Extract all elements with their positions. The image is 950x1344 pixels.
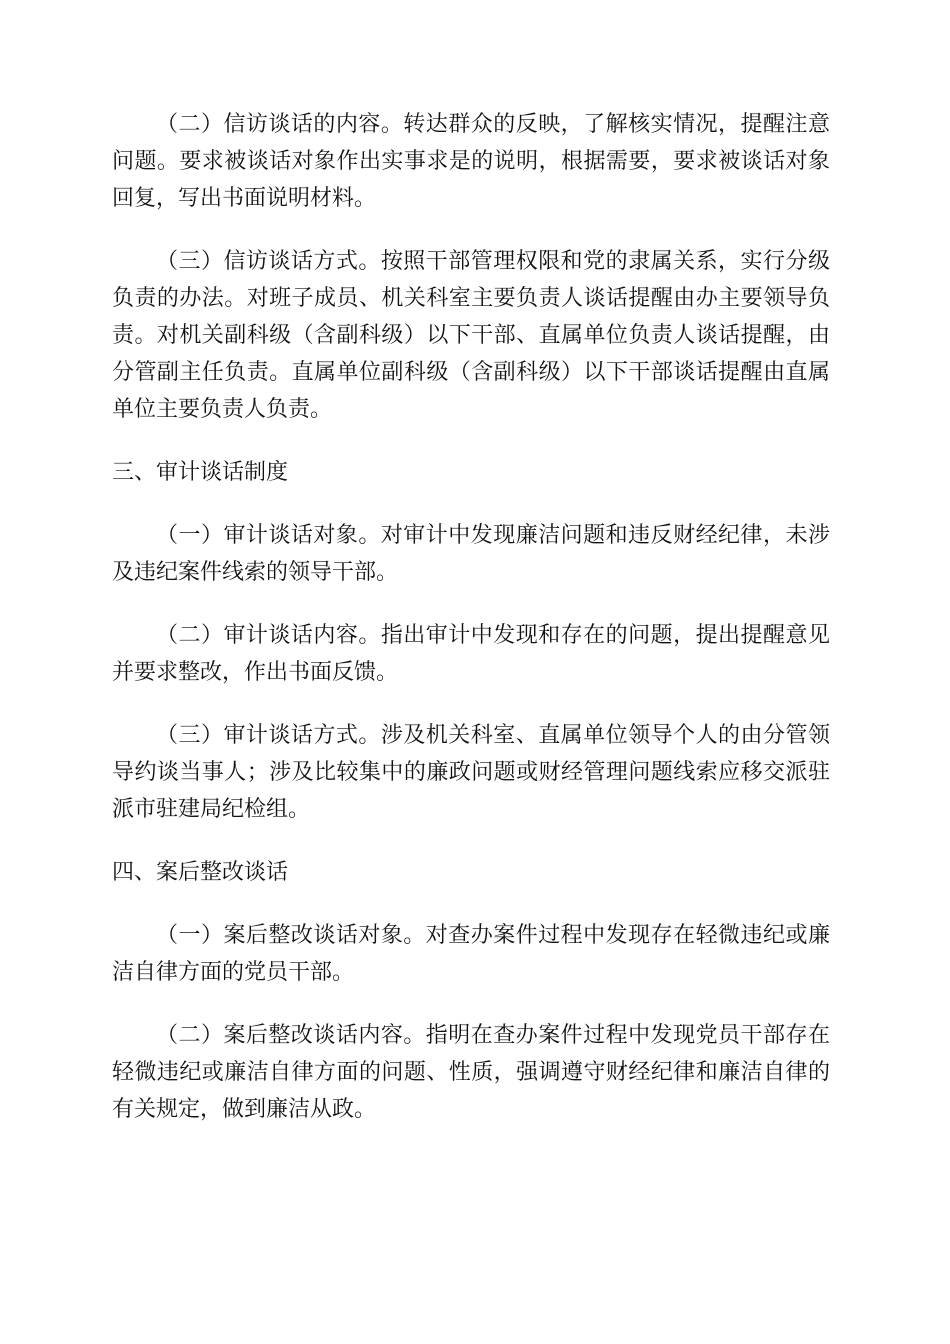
paragraph-post-case-content: （二）案后整改谈话内容。指明在查办案件过程中发现党员干部存在轻微违纪或廉洁自律方面的问题、性质，强调遵守财经纪律和廉洁自律的有关规定，做到廉洁从政。 <box>112 1023 830 1122</box>
section-heading-post-case: 四、案后整改谈话 <box>112 860 289 885</box>
section-heading-audit: 三、审计谈话制度 <box>112 460 289 485</box>
paragraph-audit-target: （一）审计谈话对象。对审计中发现廉洁问题和违反财经纪律，未涉及违纪案件线索的领导干部。 <box>112 523 830 585</box>
paragraph-audit-method: （三）审计谈话方式。涉及机关科室、直属单位领导个人的由分管领导约谈当事人；涉及比较集中的廉政问题或财经管理问题线索应移交派驻派市驻建局纪检组。 <box>112 723 830 822</box>
paragraph-post-case-target: （一）案后整改谈话对象。对查办案件过程中发现存在轻微违纪或廉洁自律方面的党员干部。 <box>112 923 830 985</box>
paragraph-petition-method: （三）信访谈话方式。按照干部管理权限和党的隶属关系，实行分级负责的办法。对班子成员、机关科室主要负责人谈话提醒由办主要领导负责。对机关副科级（含副科级）以下干部、直属单位负责人谈话提醒，由分管副主任负责。直属单位副科级（含副科级）以下干部谈话提醒由直属单位主要负责人负责。 <box>112 249 830 422</box>
paragraph-petition-content: （二）信访谈话的内容。转达群众的反映，了解核实情况，提醒注意问题。要求被谈话对象作出实事求是的说明，根据需要，要求被谈话对象回复，写出书面说明材料。 <box>112 112 830 211</box>
paragraph-audit-content: （二）审计谈话内容。指出审计中发现和存在的问题，提出提醒意见并要求整改，作出书面反馈。 <box>112 623 830 685</box>
